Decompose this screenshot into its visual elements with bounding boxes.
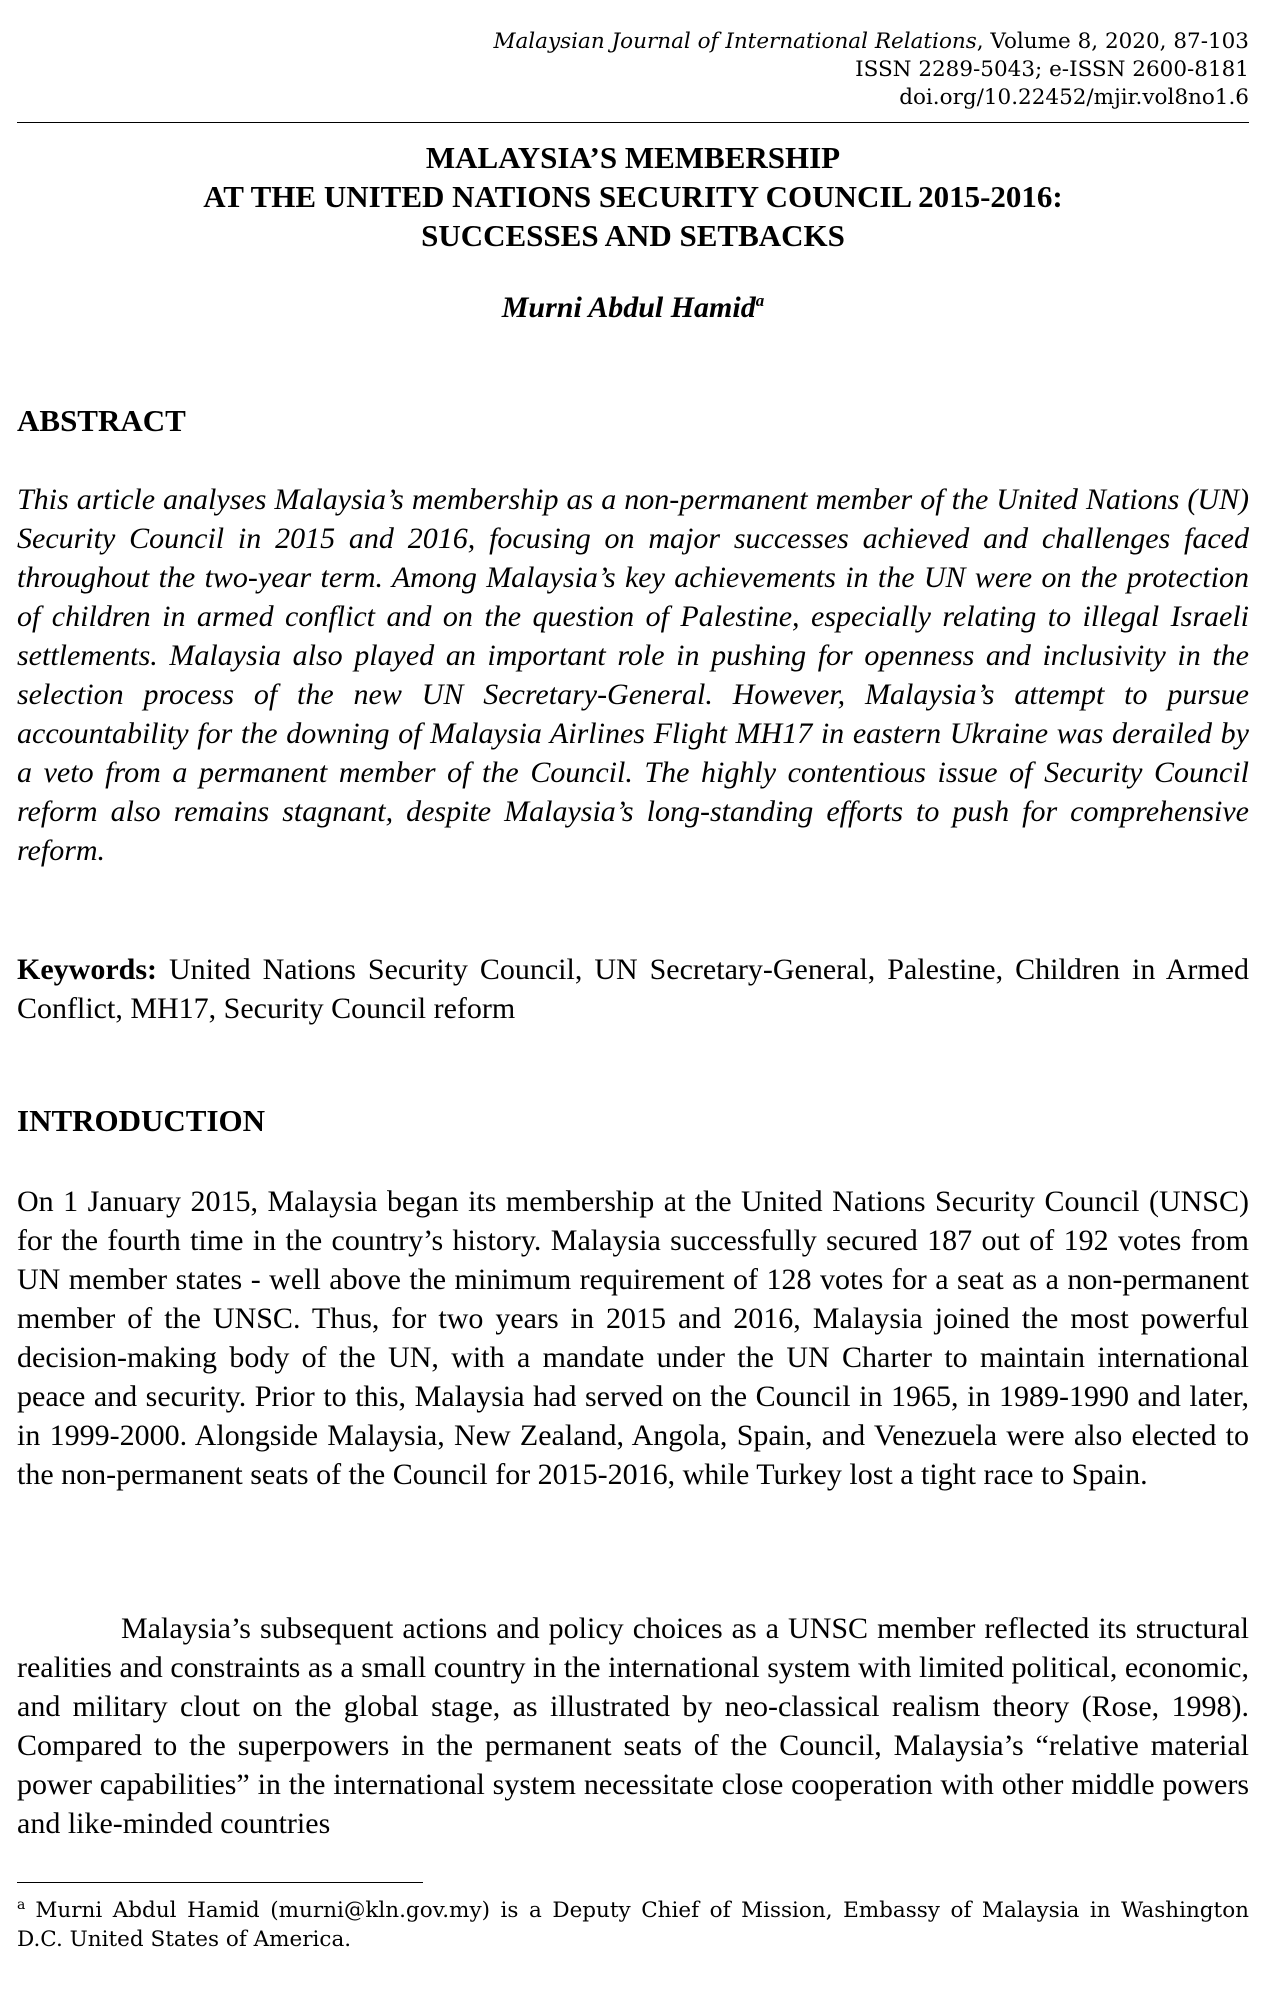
journal-header (493, 28, 1249, 112)
author-footnote (17, 1896, 1249, 1954)
title-line-2: AT THE UNITED NATIONS SECURITY COUNCIL 2015-2016: (203, 179, 1063, 214)
article-title (17, 138, 1249, 255)
keywords-text: United Nations Security Council, UN Secretary-General, Palestine, Children in Armed Conflict, MH17, Security Council reform (17, 953, 1249, 1025)
article-doi: doi.org/10.22452/mjir.vol8no1.6 (899, 85, 1249, 110)
title-line-3: SUCCESSES AND SETBACKS (421, 218, 845, 253)
footnote-divider (17, 1882, 423, 1883)
article-author (17, 290, 1249, 326)
keywords (17, 950, 1249, 1028)
title-line-1: MALAYSIA’S MEMBERSHIP (425, 140, 841, 175)
author-footnote-marker: a (755, 291, 765, 310)
abstract-heading: ABSTRACT (17, 403, 186, 438)
journal-citation-line (493, 28, 1249, 56)
abstract-text: This article analyses Malaysia’s membership as a non-permanent member of the United Nations (UN) Security Council in 2015 and 2016, focusing on major successes achieved and challenges faced throughout the two-year term. Among Malaysia’s key achievements in the UN were on the protection of children in armed conflict and on the question of Palestine, especially relating to illegal Israeli settlements. Malaysia also played an important role in pushing for openness and inclusivity in the selection process of the new UN Secretary-General. However, Malaysia’s attempt to pursue accountability for the downing of Malaysia Airlines Flight MH17 in eastern Ukraine was derailed by a veto from a permanent member of the Council. The highly contentious issue of Security Council reform also remains stagnant, despite Malaysia’s long-standing efforts to push for comprehensive reform. (17, 483, 1249, 867)
introduction-paragraph-1: On 1 January 2015, Malaysia began its membership at the United Nations Security Council (UNSC) for the fourth time in the country’s history. Malaysia successfully secured 187 out of 192 votes from UN member states - well above the minimum requirement of 128 votes for a seat as a non-permanent member of the UNSC. Thus, for two years in 2015 and 2016, Malaysia joined the most powerful decision-making body of the UN, with a mandate under the UN Charter to maintain international peace and security. Prior to this, Malaysia had served on the Council in 1965, in 1989-1990 and later, in 1999-2000. Alongside Malaysia, New Zealand, Angola, Spain, and Venezuela were also elected to the non-permanent seats of the Council for 2015-2016, while Turkey lost a tight race to Spain. (17, 1185, 1249, 1491)
introduction-paragraph-2: Malaysia’s subsequent actions and policy choices as a UNSC member reflected its structural realities and constraints as a small country in the international system with limited political, economic, and military clout on the global stage, as illustrated by neo-classical realism theory (Rose, 1998). Compared to the superpowers in the permanent seats of the Council, Malaysia’s “relative material power capabilities” in the international system necessitate close cooperation with other middle powers and like-minded countries (17, 1612, 1249, 1840)
journal-issn: ISSN 2289-5043; e-ISSN 2600-8181 (855, 57, 1249, 82)
keywords-label: Keywords: (17, 953, 157, 986)
article-page (17, 0, 1249, 2008)
journal-volume-pages: , Volume 8, 2020, 87-103 (976, 29, 1249, 54)
footnote-text: Murni Abdul Hamid (murni@kln.gov.my) is a Deputy Chief of Mission, Embassy of Malaysia in Washington D.C. United States of America. (17, 1898, 1249, 1952)
header-divider (17, 122, 1249, 123)
footnote-marker: a (17, 1896, 26, 1913)
author-name: Murni Abdul Hamid (501, 291, 756, 324)
journal-name: Malaysian Journal of International Relations (493, 29, 977, 54)
introduction-heading: INTRODUCTION (17, 1103, 266, 1138)
